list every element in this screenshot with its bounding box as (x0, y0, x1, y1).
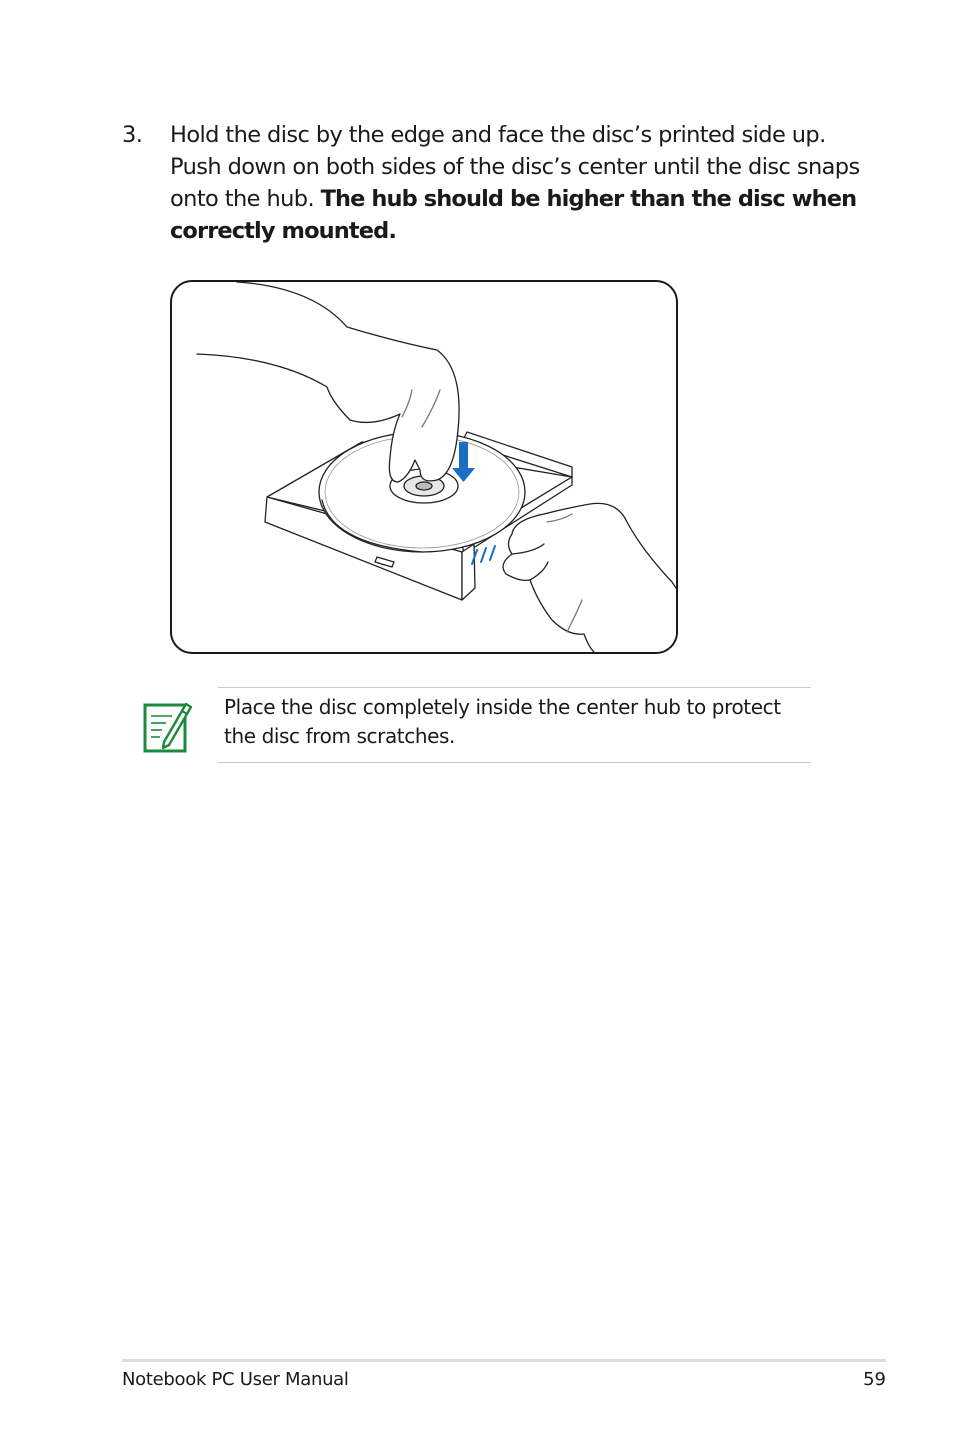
page-number: 59 (863, 1369, 886, 1390)
footer-divider (122, 1359, 886, 1362)
step-text (170, 119, 860, 247)
step-text-bold: The hub should be higher than the disc when correctly mounted. (170, 186, 857, 244)
footer-manual-title: Notebook PC User Manual (122, 1369, 349, 1390)
note-pencil-icon (142, 696, 192, 754)
disc-mounting-illustration (170, 280, 678, 654)
note-rule-top (218, 687, 811, 688)
note-text: Place the disc completely inside the center hub to protect the disc from scratches. (224, 695, 781, 748)
step-text-regular: Hold the disc by the edge and face the disc’s printed side up. Push down on both sides of the disc’s center until the disc snaps onto the hub. (170, 122, 860, 212)
step-number: 3. (122, 122, 143, 148)
note-rule-bottom (218, 762, 811, 763)
disc-tray-drawing (172, 282, 678, 654)
motion-marks-icon (472, 546, 495, 564)
